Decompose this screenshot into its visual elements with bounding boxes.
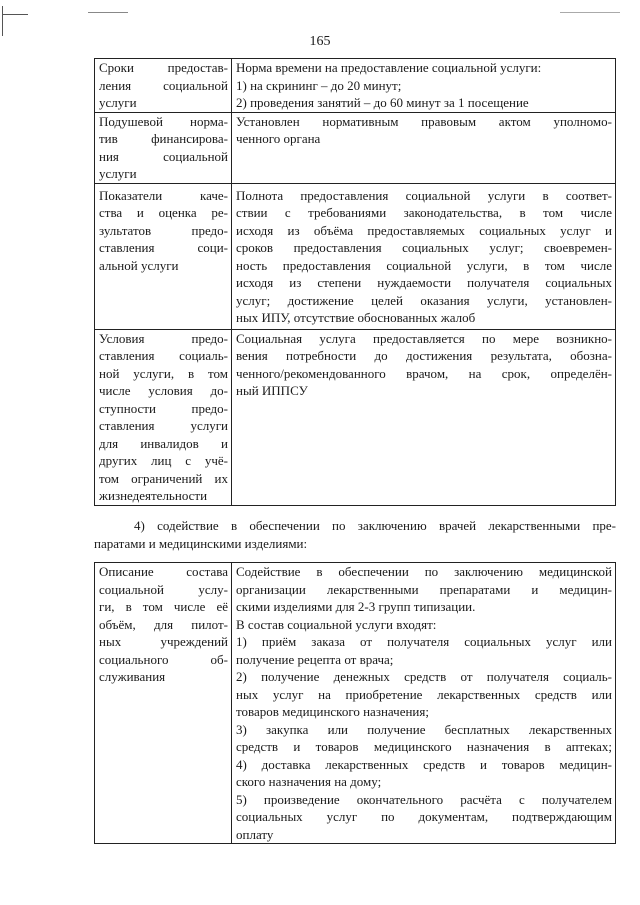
row-content — [232, 112, 616, 183]
content-line: ствии с требованиями законодательства, в том числе — [236, 205, 612, 220]
content-line: Социальная услуга предоставляется по мере возникно- — [236, 330, 612, 346]
label-line: ления социальной — [99, 77, 228, 93]
content-line: услуг; достижение целей оказания услуги, установлен- — [236, 292, 612, 308]
content-line: сроков предоставления социальных услуг; своевремен- — [236, 240, 612, 255]
label-line: альной услуги — [99, 257, 179, 273]
scan-mark-dash — [88, 12, 128, 13]
content-line: 4) доставка лекарственных средств и товаров медицин- — [236, 756, 612, 772]
content-line: ный ИППСУ — [236, 383, 308, 398]
row-content — [232, 329, 616, 505]
table-row — [95, 59, 616, 113]
content-line: Полнота предоставления социальной услуги в соответ- — [236, 187, 612, 203]
label-line: Показатели каче- — [99, 187, 228, 203]
content-line: средств и товаров медицинского назначения в аптеках; — [236, 739, 612, 754]
label-line: Подушевой норма- — [99, 113, 228, 129]
row-label — [95, 563, 232, 844]
label-line: ставления услуги — [99, 418, 228, 433]
row-label — [95, 183, 232, 329]
table-row — [95, 183, 616, 329]
label-line: Условия предо- — [99, 330, 228, 346]
row-label — [95, 329, 232, 505]
content-line: 1) приём заказа от получателя социальных услуг или — [236, 634, 612, 649]
table-row — [95, 112, 616, 183]
label-line: ступности предо- — [99, 400, 228, 416]
label-line: числе условия до- — [99, 383, 228, 398]
service-description-table — [94, 562, 616, 844]
page-number: 165 — [309, 34, 331, 49]
table-row — [95, 563, 616, 844]
label-line: Сроки предостав- — [99, 60, 228, 75]
content-line: вения потребности до достижения результата, обозна- — [236, 348, 612, 363]
content-line: В состав социальной услуги входят: — [236, 616, 437, 632]
label-line: том ограничений их — [99, 470, 228, 486]
content-line: 1) на скрининг – до 20 минут; — [236, 77, 402, 93]
content-line: организации лекарственными препаратами и медицин- — [236, 581, 612, 597]
scan-mark-right — [560, 12, 620, 13]
content-line: 5) произведение окончательного расчёта с получателем — [236, 791, 612, 807]
row-label — [95, 112, 232, 183]
scan-mark-vertical — [2, 6, 3, 36]
label-line: услуги — [99, 95, 137, 110]
row-content — [232, 563, 616, 844]
service-terms-table — [94, 58, 616, 506]
content-line: исходя из объёма предоставляемых социальных услуг и — [236, 222, 612, 238]
content-line: получение рецепта от врача; — [236, 651, 394, 667]
content-line: ченного органа — [236, 131, 321, 146]
content-line: ского назначения на дому; — [236, 774, 382, 789]
label-line: ставления социаль- — [99, 348, 228, 363]
label-line: услуги — [99, 166, 137, 181]
content-line: ченного/рекомендованного врачом, на срок, определён- — [236, 365, 612, 381]
label-line: объём, для пилот- — [99, 616, 228, 632]
content-line: социальных услуг по документам, подтверждающим — [236, 809, 612, 824]
content-line: Установлен нормативным правовым актом уполномо- — [236, 113, 612, 129]
content-line: исходя из степени нуждаемости получателя социальных — [236, 275, 612, 290]
label-line: ставления соци- — [99, 240, 228, 255]
label-line: ства и оценка ре- — [99, 205, 228, 220]
table-row — [95, 329, 616, 505]
label-line: служивания — [99, 669, 166, 684]
content-line: ных услуг на приобретение лекарственных средств или — [236, 686, 612, 702]
content-line: скими изделиями для 2-3 групп типизации. — [236, 599, 476, 614]
label-line: Описание состава — [99, 564, 228, 579]
label-line: ги, в том числе её — [99, 599, 228, 614]
label-line: социального об- — [99, 651, 228, 667]
label-line: социальной услу- — [99, 581, 228, 597]
content-line: ность предоставления социальной услуги, в том числе — [236, 257, 612, 273]
paragraph-line: паратами и медицинскими изделиями: — [94, 535, 308, 551]
label-line: жизнедеятельности — [99, 488, 208, 503]
content-line: оплату — [236, 826, 274, 842]
content-line: 3) закупка или получение бесплатных лекарственных — [236, 721, 612, 737]
label-line: других лиц с учё- — [99, 453, 228, 468]
row-label — [95, 59, 232, 113]
section-paragraph — [94, 517, 616, 552]
content-line: 2) получение денежных средств от получателя социаль- — [236, 669, 612, 684]
label-line: тив финансирова- — [99, 131, 228, 146]
paragraph-line: 4) содействие в обеспечении по заключению врачей лекарственными пре- — [134, 518, 616, 533]
label-line: для инвалидов и — [99, 435, 228, 451]
content-line: Норма времени на предоставление социальной услуги: — [236, 60, 542, 75]
label-line: ных учреждений — [99, 634, 228, 649]
label-line: ния социальной — [99, 148, 228, 164]
label-line: зультатов предо- — [99, 222, 228, 238]
row-content — [232, 59, 616, 113]
content-line: ных ИПУ, отсутствие обоснованных жалоб — [236, 310, 476, 325]
content-line: 2) проведения занятий – до 60 минут за 1 посещение — [236, 95, 529, 110]
scan-mark-horizontal — [2, 14, 28, 15]
label-line: ной услуги, в том — [99, 365, 228, 381]
content-line: Содействие в обеспечении по заключению медицинской — [236, 564, 612, 579]
content-line: товаров медицинского назначения; — [236, 704, 429, 719]
row-content — [232, 183, 616, 329]
